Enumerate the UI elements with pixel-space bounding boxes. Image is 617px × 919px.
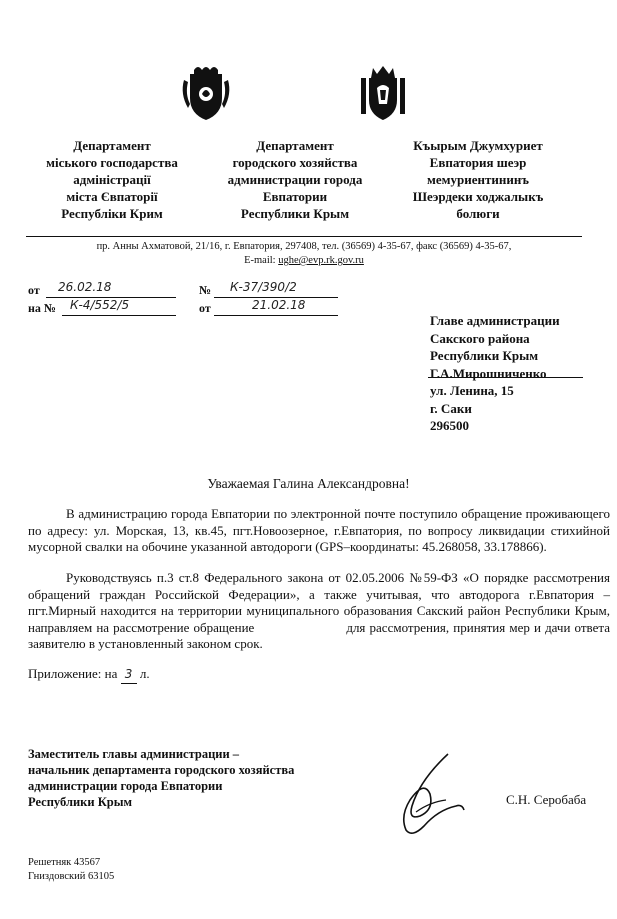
addressee-block <box>430 312 560 435</box>
crimea-crest-icon <box>357 64 409 124</box>
header-ru-line: Евпатории <box>262 189 328 204</box>
ref-ot2-value: 21.02.18 <box>252 298 306 312</box>
header-ua-line: міського господарства <box>46 155 178 170</box>
header-ukrainian <box>42 137 182 222</box>
addressee-line: 296500 <box>430 418 469 433</box>
email-label: E-mail: <box>244 255 279 266</box>
ref-no-label: № <box>199 283 212 297</box>
signatory-line: начальник департамента городского хозяйства <box>28 763 295 777</box>
header-ru-line: городского хозяйства <box>232 155 358 170</box>
referral-text-b: для рассмотрения, принятия мер и дачи ответа заявителю в установленный законом срок. <box>28 619 610 651</box>
ref-na-value: К-4/552/5 <box>70 298 130 312</box>
paragraph-referral <box>28 570 610 653</box>
contact-address: пр. Анны Ахматовой, 21/16, г. Евпатория, 297408, тел. (36569) 4-35-67, факс (36569) 4-35-67, <box>96 241 512 252</box>
header-ru-line: Республики Крым <box>240 206 350 221</box>
addressee-line: Г.А.Мирошниченко <box>430 365 547 381</box>
header-ru-line: Департамент <box>256 138 334 153</box>
addressee-line: Главе администрации <box>430 313 560 328</box>
signatory-line: Заместитель главы администрации – <box>28 747 240 761</box>
city-crest-icon <box>180 64 232 124</box>
header-ua-line: Республіки Крим <box>61 206 163 221</box>
header-divider <box>26 236 582 237</box>
addressee-line: г. Саки <box>430 400 472 416</box>
paragraph-complaint: В администрацию города Евпатории по электронной почте поступило обращение проживающего по адресу: ул. Морская, 13, кв.45, пгт.Новоозерное, г.Евпатория, по вопросу ликвидации стихийной мусорной свалки на обочине указанной автодороги (GPS–координаты: 45.268058, 33.178866). <box>28 506 610 554</box>
ref-no-value: К-37/390/2 <box>230 280 297 294</box>
header-russian <box>215 137 375 222</box>
header-ct-line: болюги <box>456 206 500 221</box>
header-ct-line: Евпатория шеэр <box>429 155 527 170</box>
attachment-unit: л. <box>139 666 150 681</box>
header-ua-line: Департамент <box>73 138 151 153</box>
contact-email-line <box>26 254 582 268</box>
addressee-line: ул. Ленина, 15 <box>430 383 514 398</box>
addressee-line: Сакского района <box>430 330 530 346</box>
ref-ot-label: от <box>28 283 40 297</box>
addressee-line: Республики Крым <box>430 348 539 363</box>
header-ct-line: мемуриентининъ <box>427 172 529 187</box>
contact-info <box>26 240 582 268</box>
header-ct-line: Къырым Джумхуриет <box>413 138 543 153</box>
header-ru-line: администрации города <box>227 172 363 187</box>
salutation: Уважаемая Галина Александровна! <box>207 476 410 491</box>
signatory-line: администрации города Евпатории <box>28 779 223 793</box>
ref-ot2-line <box>214 315 338 316</box>
signatory-line: Республики Крым <box>28 795 132 809</box>
addressee-underline <box>428 377 583 378</box>
referral-text-a: Руководствуясь п.3 ст.8 Федерального закона от 02.05.2006 №59-ФЗ «О порядке рассмотрения обращений граждан Российской Федерации», а также учитывая, что автодорога г.Евпатория – пгт.Мирный находится на территории муниципального образования Сакский район Республики Крым, направляем на рассмотрение обращение <box>28 570 610 635</box>
header-ua-line: міста Євпаторії <box>66 189 158 204</box>
signatory-title <box>28 746 294 810</box>
ref-na-label: на № <box>28 301 56 315</box>
header-crimean-tatar <box>403 137 553 222</box>
performers <box>28 856 114 884</box>
attachment-label: Приложение: на <box>28 666 118 681</box>
attachment-line <box>28 666 610 684</box>
performer-line: Гниздовский 63105 <box>28 871 115 882</box>
email-link[interactable]: ughe@evp.rk.gov.ru <box>278 255 364 266</box>
handwritten-signature <box>390 750 470 840</box>
letter-body-p2 <box>28 570 610 653</box>
letter-body-p1 <box>28 506 610 556</box>
attachment-count: 3 <box>121 666 137 684</box>
ref-na-line <box>62 315 176 316</box>
header-ct-line: Шеэрдеки ходжалыкъ <box>412 189 544 204</box>
signatory-name: С.Н. Серобаба <box>506 792 587 807</box>
header-ua-line: адміністрації <box>73 172 151 187</box>
ref-ot-value: 26.02.18 <box>58 280 112 294</box>
ref-ot2-label: от <box>199 301 211 315</box>
performer-line: Решетняк 43567 <box>28 857 101 868</box>
